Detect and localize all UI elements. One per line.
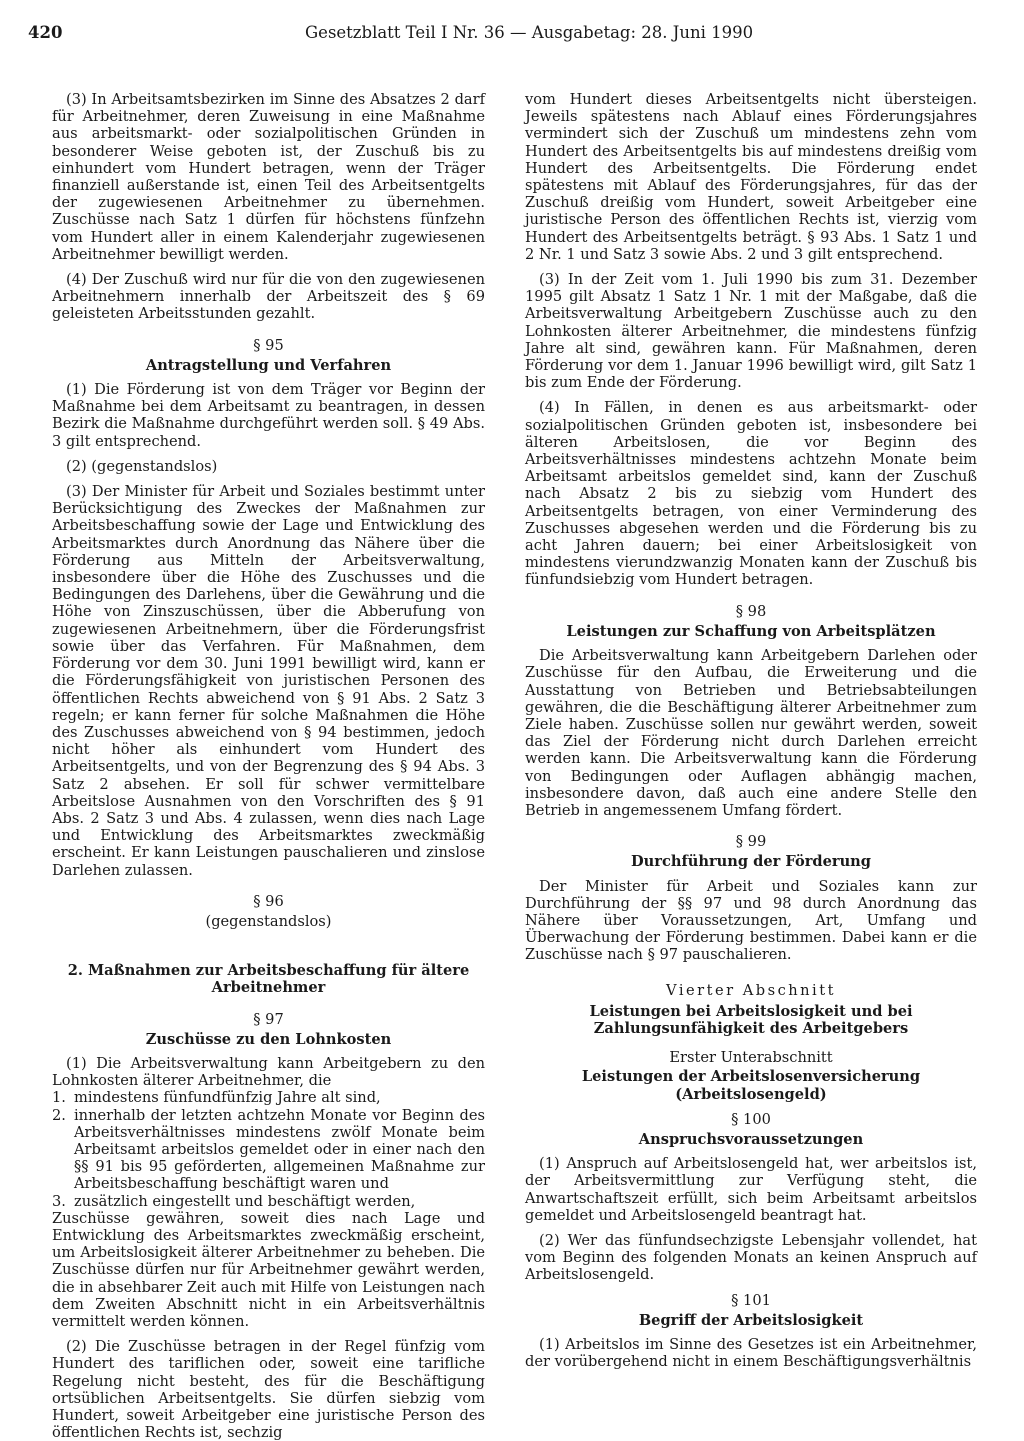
list-item-number: 2. xyxy=(52,1106,66,1124)
paragraph: (3) In der Zeit vom 1. Juli 1990 bis zum 31. Dezember 1995 gilt Absatz 1 Satz 1 Nr. 1 mit der Maßgabe, daß die Arbeitsverwaltung Arbeitgebern Zuschüsse auch zu den Lohnkosten älterer Arbeitnehmer, die mindestens fünfzig Jahre alt sind, gewähren kann. Für Maßnahmen, deren Förderung vor dem 1. Januar 1996 bewilligt wird, gilt Satz 1 bis zum Ende der Förderung. xyxy=(525,271,977,392)
list-item-text: zusätzlich eingestellt und beschäftigt werden, xyxy=(74,1192,416,1210)
section-title: Anspruchsvoraussetzungen xyxy=(638,1130,864,1148)
paragraph: (1) Die Arbeitsverwaltung kann Arbeitgebern zu den Lohnkosten älterer Arbeitnehmer, die xyxy=(52,1054,485,1090)
subsection-heading: Erster Unterabschnitt xyxy=(669,1049,833,1067)
paragraph: (1) Arbeitslos im Sinne des Gesetzes ist ein Arbeitnehmer, der vorübergehend nicht in einem Beschäftigungsverhältnis xyxy=(525,1336,977,1371)
section-note: (gegenstandslos) xyxy=(205,912,332,930)
paragraph: (4) Der Zuschuß wird nur für die von den zugewiesenen Arbeitnehmern innerhalb der Arbeitszeit des § 69 geleisteten Arbeitsstunden gezahlt. xyxy=(52,271,485,323)
part-heading: Vierter Abschnitt xyxy=(666,981,836,999)
part-title: Leistungen bei Arbeitslosigkeit und bei Zahlungsunfähigkeit des Arbeitgebers xyxy=(589,1002,913,1037)
list-item-text: innerhalb der letzten achtzehn Monate vor Beginn des Arbeitsverhältnisses mindestens zwölf Monate beim Arbeitsamt arbeitslos gemeldet oder in einer nach den §§ 91 bis 95 geförderten, allgemeinen Maßnahme zur Arbeitsbeschaffung beschäftigt waren und xyxy=(74,1106,485,1193)
paragraph: Die Arbeitsverwaltung kann Arbeitgebern Darlehen oder Zuschüsse für den Aufbau, die Erweiterung und die Ausstattung von Betrieben und Betriebsabteilungen gewähren, die die Beschäftigung älterer Arbeitnehmer zum Ziele haben. Zuschüsse sollen nur gewährt werden, soweit das Ziel der Förderung nicht durch Darlehen erreicht werden kann. Die Arbeitsverwaltung kann die Förderung von Bedingungen oder Auflagen abhängig machen, insbesondere davon, daß auch eine andere Stelle den Betrieb in angemessenem Umfang fördert. xyxy=(525,647,977,819)
running-head: Gesetzblatt Teil I Nr. 36 — Ausgabetag: 28. Juni 1990 xyxy=(305,23,754,42)
section-number: § 99 xyxy=(735,833,767,851)
paragraph: (2) (gegenstandslos) xyxy=(66,457,218,475)
subsection-title: Leistungen der Arbeitslosenversicherung (Arbeitslosengeld) xyxy=(581,1068,921,1103)
paragraph: (2) Die Zuschüsse betragen in der Regel fünfzig vom Hundert des tariflichen oder, soweit eine tarifliche Regelung nicht besteht, des für die Beschäftigung ortsüblichen Arbeitsentgelts. Sie dürfen siebzig vom Hundert, soweit Arbeitgeber eine juristische Person des öffentlichen Rechts ist, sechzig xyxy=(52,1338,485,1441)
chapter-heading: 2. Maßnahmen zur Arbeitsbeschaffung für ältere Arbeitnehmer xyxy=(67,962,470,997)
page-header xyxy=(28,18,1000,48)
left-column xyxy=(52,91,485,1441)
numbered-list xyxy=(52,1089,485,1209)
section-title: Zuschüsse zu den Lohnkosten xyxy=(145,1030,392,1048)
list-item xyxy=(52,1107,485,1193)
section-title: Durchführung der Förderung xyxy=(631,853,871,871)
list-item xyxy=(52,1193,485,1210)
list-item-number: 3. xyxy=(52,1192,66,1210)
section-number: § 96 xyxy=(253,892,284,910)
paragraph: Zuschüsse gewähren, soweit dies nach Lage und Entwicklung des Arbeitsmarktes zweckmäßig erscheint, um Arbeitslosigkeit älterer Arbeitnehmer zu beheben. Die Zuschüsse dürfen nur für Arbeitnehmer gewährt werden, die in absehbarer Zeit auch mit Hilfe von Leistungen nach dem Zweiten Abschnitt nicht in ein Arbeitsverhältnis vermittelt werden können. xyxy=(52,1209,485,1330)
section-number: § 101 xyxy=(731,1291,771,1309)
paragraph: vom Hundert dieses Arbeitsentgelts nicht übersteigen. Jeweils spätestens nach Ablauf eines Förderungsjahres vermindert sich der Zuschuß um mindestens zehn vom Hundert des Arbeitsentgelts bis auf mindestens dreißig vom Hundert des Arbeitsentgelts. Die Förderung endet spätestens mit Ablauf des Förderungsjahres, für das der Zuschuß dreißig vom Hundert, soweit Arbeitgeber eine juristische Person des öffentlichen Rechts ist, vierzig vom Hundert des Arbeitsentgelts beträgt. § 93 Abs. 1 Satz 1 und 2 Nr. 1 und Satz 3 sowie Abs. 2 und 3 gilt entsprechend. xyxy=(525,91,977,263)
section-title: Begriff der Arbeitslosigkeit xyxy=(638,1311,864,1329)
paragraph: (1) Anspruch auf Arbeitslosengeld hat, wer arbeitslos ist, der Arbeitsvermittlung zur Verfügung steht, die Anwartschaftszeit erfüllt, sich beim Arbeitsamt arbeitslos gemeldet und Arbeitslosengeld beantragt hat. xyxy=(525,1155,977,1224)
section-number: § 95 xyxy=(253,336,284,354)
section-title: Antragstellung und Verfahren xyxy=(145,356,392,374)
section-title: Leistungen zur Schaffung von Arbeitsplätzen xyxy=(566,622,936,640)
paragraph: (2) Wer das fünfundsechzigste Lebensjahr vollendet, hat vom Beginn des folgenden Monats an keinen Anspruch auf Arbeitslosengeld. xyxy=(525,1231,977,1284)
right-column xyxy=(525,91,977,1380)
paragraph: (3) In Arbeitsamtsbezirken im Sinne des Absatzes 2 darf für Arbeitnehmer, deren Zuweisung in eine Maßnahme aus arbeitsmarkt- oder sozialpolitischen Gründen in besonderer Weise geboten ist, der Zuschuß bis zu einhundert vom Hundert betragen, wenn der Träger finanziell außerstande ist, einen Teil des Arbeitsentgelts der zugewiesenen Arbeitnehmer zu übernehmen. Zuschüsse nach Satz 1 dürfen für höchstens fünfzehn vom Hundert aller in einem Kalenderjahr zugewiesenen Arbeitnehmer bewilligt werden. xyxy=(52,91,485,263)
paragraph: (3) Der Minister für Arbeit und Soziales bestimmt unter Berücksichtigung des Zweckes der Maßnahmen zur Arbeitsbeschaffung sowie der Lage und Entwicklung des Arbeitsmarktes durch Anordnung das Nähere über die Förderung aus Mitteln der Arbeitsverwaltung, insbesondere über die Höhe des Zuschusses und die Bedingungen des Darlehens, über die Gewährung und die Höhe von Zinszuschüssen, über die Abberufung von zugewiesenen Arbeitnehmern, über die Förderungsfrist sowie über das Verfahren. Für Maßnahmen, dem Förderung vor dem 30. Juni 1991 bewilligt wird, kann er die Förderungsfähigkeit von juristischen Personen des öffentlichen Rechts abweichend von § 91 Abs. 2 Satz 3 regeln; er kann ferner für solche Maßnahmen die Höhe des Zuschusses abweichend von § 94 bestimmen, jedoch nicht höher als einhundert vom Hundert des Arbeitsentgelts, und von der Begrenzung des § 94 Abs. 3 Satz 2 absehen. Er soll für schwer vermittelbare Arbeitslose Ausnahmen von den Vorschriften des § 91 Abs. 2 Satz 3 und Abs. 4 zulassen, wenn dies nach Lage und Entwicklung des Arbeitsmarktes zweckmäßig erscheint. Er kann Leistungen pauschalieren und zinslose Darlehen zulassen. xyxy=(52,483,485,879)
section-number: § 100 xyxy=(731,1110,771,1128)
paragraph: Der Minister für Arbeit und Soziales kann zur Durchführung der §§ 97 und 98 durch Anordnung das Nähere über Voraussetzungen, Art, Umfang und Überwachung der Förderung bestimmen. Dabei kann er die Zuschüsse nach § 97 pauschalieren. xyxy=(525,877,977,964)
paragraph: (1) Die Förderung ist von dem Träger vor Beginn der Maßnahme bei dem Arbeitsamt zu beantragen, in dessen Bezirk die Maßnahme durchgeführt werden soll. § 49 Abs. 3 gilt entsprechend. xyxy=(52,381,485,450)
section-number: § 98 xyxy=(735,602,767,620)
page-number: 420 xyxy=(28,23,63,42)
list-item-number: 1. xyxy=(52,1089,66,1107)
list-item xyxy=(52,1089,485,1106)
list-item-text: mindestens fünfundfünfzig Jahre alt sind, xyxy=(74,1089,381,1107)
paragraph: (4) In Fällen, in denen es aus arbeitsmarkt- oder sozialpolitischen Gründen geboten ist, insbesondere bei älteren Arbeitslosen, die vor Beginn des Arbeitsverhältnisses mindestens achtzehn Monate beim Arbeitsamt arbeitslos gemeldet sind, kann der Zuschuß nach Absatz 2 bis zu siebzig vom Hundert des Arbeitsentgelts betragen, von einer Verminderung des Zuschusses abgesehen werden und die Förderung bis zu acht Jahren dauern; bei einer Arbeitslosigkeit von mindestens vierundzwanzig Monaten kann der Zuschuß bis fünfundsiebzig vom Hundert betragen. xyxy=(525,399,977,589)
section-number: § 97 xyxy=(253,1010,284,1028)
